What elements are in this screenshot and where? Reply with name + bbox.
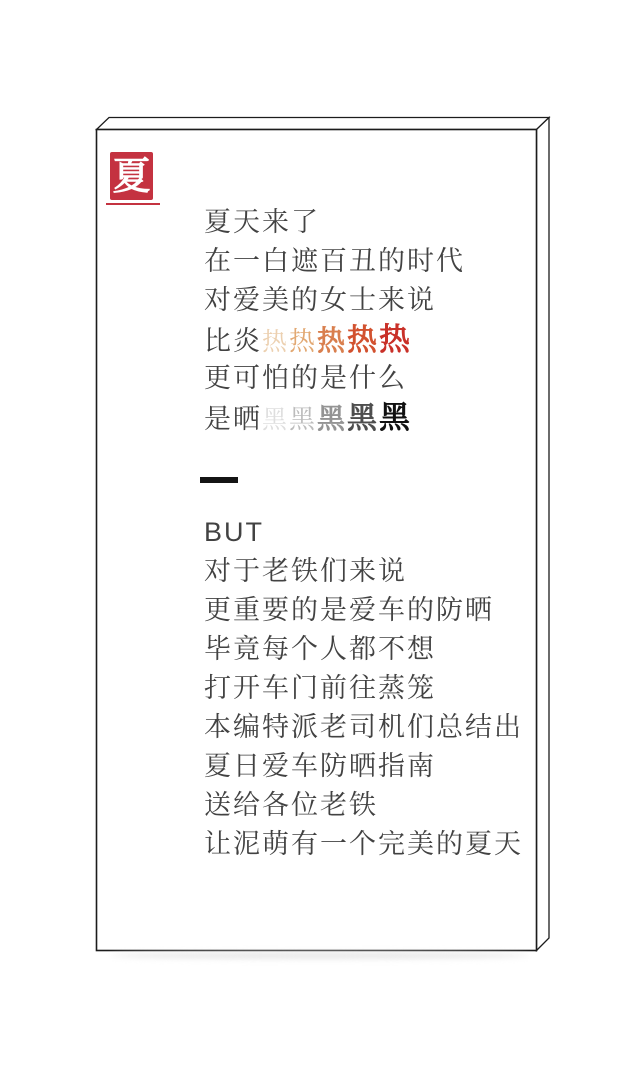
black-char: 黑 bbox=[262, 406, 290, 434]
hot-char: 热 bbox=[379, 322, 413, 357]
body-line: 送给各位老铁 bbox=[204, 790, 378, 820]
summer-seal-icon bbox=[110, 152, 153, 200]
body-line: 打开车门前往蒸笼 bbox=[204, 673, 436, 703]
hot-char: 热 bbox=[262, 328, 290, 356]
page-right-face bbox=[537, 118, 550, 951]
body-line: 对于老铁们来说 bbox=[204, 556, 407, 586]
body-line: BUT bbox=[204, 517, 264, 547]
seal-character: 夏 bbox=[112, 153, 151, 198]
intro-line: 对爱美的女士来说 bbox=[204, 285, 436, 315]
divider-dash bbox=[200, 477, 238, 483]
intro-line: 更可怕的是什么 bbox=[204, 363, 407, 393]
hot-char: 热 bbox=[317, 325, 348, 356]
intro-line: 夏天来了 bbox=[204, 207, 320, 237]
black-char: 黑 bbox=[317, 403, 348, 434]
page-shadow bbox=[110, 952, 530, 959]
black-gradient-line bbox=[204, 398, 465, 437]
body-line: 毕竟每个人都不想 bbox=[204, 634, 436, 664]
hot-prefix: 比炎 bbox=[204, 326, 262, 356]
black-char: 黑 bbox=[347, 402, 380, 435]
body-line: 让泥萌有一个完美的夏天 bbox=[204, 829, 523, 859]
main-text-block bbox=[204, 513, 523, 864]
body-line: 夏日爱车防晒指南 bbox=[204, 751, 436, 781]
black-char: 黑 bbox=[379, 400, 413, 435]
page-top-face bbox=[97, 118, 550, 130]
hot-gradient-line bbox=[204, 320, 465, 359]
hot-char: 热 bbox=[347, 324, 380, 357]
body-line: 更重要的是爱车的防晒 bbox=[204, 595, 494, 625]
body-line: 本编特派老司机们总结出 bbox=[204, 712, 523, 742]
hot-char: 热 bbox=[289, 326, 318, 356]
seal-underline bbox=[106, 203, 160, 205]
black-prefix: 是晒 bbox=[204, 404, 262, 434]
intro-text-block bbox=[204, 203, 465, 437]
intro-line: 在一白遮百丑的时代 bbox=[204, 246, 465, 276]
black-char: 黑 bbox=[289, 404, 318, 434]
